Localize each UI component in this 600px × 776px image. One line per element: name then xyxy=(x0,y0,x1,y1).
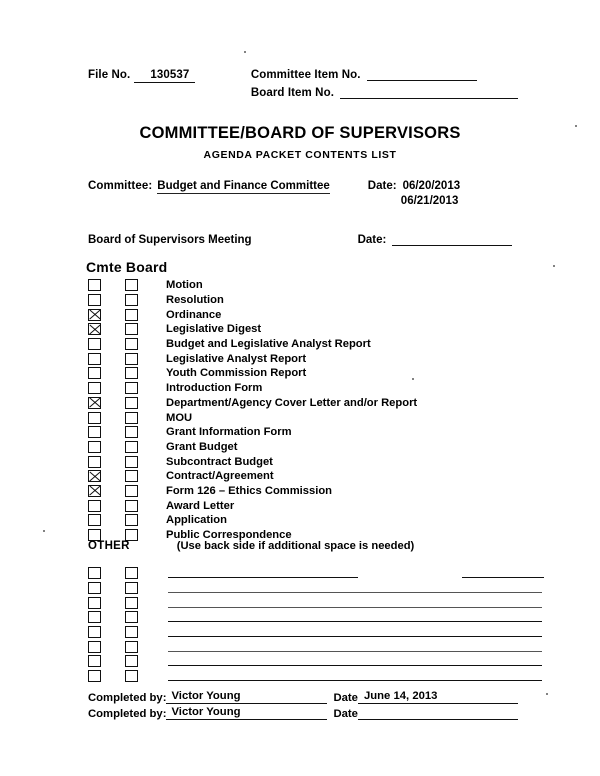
checklist-item-label: Contract/Agreement xyxy=(166,470,274,483)
checkbox-cmte[interactable] xyxy=(88,279,101,291)
checklist-row xyxy=(88,513,528,528)
checklist-item-label: Legislative Analyst Report xyxy=(166,352,307,365)
checkbox-cmte[interactable] xyxy=(88,470,101,482)
checkbox-board[interactable] xyxy=(125,500,138,512)
checkbox-board[interactable] xyxy=(125,338,138,350)
checkbox-board[interactable] xyxy=(125,441,138,453)
other-rule-segment xyxy=(168,583,542,593)
committee-item-no-field xyxy=(251,68,518,81)
other-write-in-field[interactable] xyxy=(166,654,542,669)
checkbox-cmte[interactable] xyxy=(88,514,101,526)
checklist-item-label: Subcontract Budget xyxy=(166,455,273,468)
checkbox-cmte[interactable] xyxy=(88,397,101,409)
checkbox-board[interactable] xyxy=(125,626,138,638)
checklist-item-label: Application xyxy=(166,514,227,527)
committee-dates xyxy=(368,179,460,209)
other-write-in-field[interactable] xyxy=(166,639,542,654)
checkbox-cmte[interactable] xyxy=(88,641,101,653)
checkbox-board[interactable] xyxy=(125,426,138,438)
scan-speckle xyxy=(575,125,577,127)
other-write-in-field[interactable] xyxy=(166,566,544,581)
completed-date-value-1[interactable]: June 14, 2013 xyxy=(358,690,518,704)
board-meeting-date-value[interactable] xyxy=(392,233,512,246)
completed-by-label-2: Completed by: xyxy=(88,708,167,720)
checklist-item-label: Youth Commission Report xyxy=(166,367,307,380)
other-rule-segment xyxy=(168,642,542,652)
checklist-row xyxy=(88,322,528,337)
other-write-in-field[interactable] xyxy=(166,581,542,596)
checklist-row xyxy=(88,454,528,469)
checklist-row xyxy=(88,337,528,352)
other-rule-segment xyxy=(168,671,542,681)
checkbox-board[interactable] xyxy=(125,485,138,497)
completed-date-label-1: Date xyxy=(333,692,358,704)
checklist-row xyxy=(88,396,528,411)
checkbox-cmte[interactable] xyxy=(88,382,101,394)
completed-by-label-1: Completed by: xyxy=(88,692,167,704)
checklist-item-label: Department/Agency Cover Letter and/or Report xyxy=(166,396,418,409)
file-no-value[interactable]: 130537 xyxy=(134,69,195,83)
checkbox-board[interactable] xyxy=(125,323,138,335)
checkbox-cmte[interactable] xyxy=(88,353,101,365)
other-row xyxy=(88,669,518,684)
other-blank-rows xyxy=(88,566,518,684)
checklist-row xyxy=(88,425,528,440)
checklist-item-label: Award Letter xyxy=(166,499,235,512)
committee-item-no-value[interactable] xyxy=(367,68,477,81)
scan-speckle xyxy=(553,265,555,267)
checkbox-cmte[interactable] xyxy=(88,670,101,682)
checklist-item-label: MOU xyxy=(166,411,193,424)
committee-date-2: 06/21/2013 xyxy=(400,195,459,207)
checkbox-board[interactable] xyxy=(125,367,138,379)
checklist-row xyxy=(88,469,528,484)
checkbox-board[interactable] xyxy=(125,611,138,623)
checkbox-cmte[interactable] xyxy=(88,626,101,638)
checkbox-board[interactable] xyxy=(125,597,138,609)
board-item-no-value[interactable] xyxy=(340,86,518,99)
checkbox-board[interactable] xyxy=(125,309,138,321)
other-label: OTHER xyxy=(88,540,130,552)
checkbox-cmte[interactable] xyxy=(88,441,101,453)
checklist-item-label: Introduction Form xyxy=(166,382,263,395)
checklist-row xyxy=(88,381,528,396)
other-row xyxy=(88,610,518,625)
checkbox-board[interactable] xyxy=(125,582,138,594)
checklist-item-label: Grant Budget xyxy=(166,440,238,453)
completed-by-name-2[interactable]: Victor Young xyxy=(166,706,327,720)
committee-field xyxy=(88,179,518,209)
checklist-row xyxy=(88,366,528,381)
checkbox-cmte[interactable] xyxy=(88,456,101,468)
checkbox-cmte[interactable] xyxy=(88,611,101,623)
checkbox-board[interactable] xyxy=(125,641,138,653)
checklist-columns-heading: Cmte Board xyxy=(86,259,168,275)
checkbox-board[interactable] xyxy=(125,397,138,409)
checklist-item-label: Budget and Legislative Analyst Report xyxy=(166,338,371,351)
footer-completed-by xyxy=(88,690,518,722)
scan-speckle xyxy=(43,530,45,532)
checkbox-cmte[interactable] xyxy=(88,597,101,609)
checkbox-cmte[interactable] xyxy=(88,294,101,306)
other-row xyxy=(88,639,518,654)
board-meeting-label: Board of Supervisors Meeting xyxy=(88,234,252,246)
checkbox-cmte[interactable] xyxy=(88,309,101,321)
checkbox-board[interactable] xyxy=(125,514,138,526)
board-item-no-label: Board Item No. xyxy=(250,87,334,99)
page-subtitle: AGENDA PACKET CONTENTS LIST xyxy=(203,149,397,161)
header-fields xyxy=(88,68,518,104)
other-write-in-field[interactable] xyxy=(166,595,542,610)
checkbox-board[interactable] xyxy=(125,382,138,394)
board-item-no-field xyxy=(251,86,518,99)
other-rule-segment xyxy=(168,612,542,622)
checkbox-cmte[interactable] xyxy=(88,582,101,594)
other-row xyxy=(88,625,518,640)
checklist-item-label: Legislative Digest xyxy=(166,323,262,336)
committee-date-1: 06/20/2013 xyxy=(402,180,461,192)
checkbox-cmte[interactable] xyxy=(88,412,101,424)
checklist-row xyxy=(88,307,528,322)
other-write-in-field[interactable] xyxy=(166,669,542,684)
other-row xyxy=(88,566,518,581)
checkbox-board[interactable] xyxy=(125,470,138,482)
board-meeting-date-label: Date: xyxy=(357,234,387,246)
board-meeting-field xyxy=(88,233,518,246)
checkbox-cmte[interactable] xyxy=(88,655,101,667)
checkbox-cmte[interactable] xyxy=(88,338,101,350)
other-rule-segment xyxy=(168,627,542,637)
checklist-item-label: Motion xyxy=(166,279,203,292)
checklist-row xyxy=(88,293,528,308)
scan-speckle xyxy=(244,51,246,53)
other-rule-segment xyxy=(462,568,544,578)
other-write-in-field[interactable] xyxy=(166,610,542,625)
checklist-item-label: Grant Information Form xyxy=(166,426,292,439)
checklist-row xyxy=(88,351,528,366)
scan-speckle xyxy=(412,378,414,380)
completed-by-name-1[interactable]: Victor Young xyxy=(166,690,327,704)
checkbox-cmte[interactable] xyxy=(88,426,101,438)
page-title: COMMITTEE/BOARD OF SUPERVISORS xyxy=(139,124,461,142)
checkbox-board[interactable] xyxy=(125,670,138,682)
checkbox-board[interactable] xyxy=(125,412,138,424)
checklist-row xyxy=(88,410,528,425)
scan-speckle xyxy=(546,693,548,695)
checkbox-cmte[interactable] xyxy=(88,323,101,335)
other-row xyxy=(88,581,518,596)
completed-by-row-2 xyxy=(88,706,518,720)
committee-label: Committee: xyxy=(88,180,153,192)
committee-item-no-label: Committee Item No. xyxy=(250,69,361,81)
checkbox-board[interactable] xyxy=(125,294,138,306)
checklist-item-label: Public Correspondence xyxy=(166,529,292,542)
checklist-item-label: Resolution xyxy=(166,294,224,307)
other-write-in-field[interactable] xyxy=(166,625,542,640)
other-rule-segment xyxy=(168,598,542,608)
checklist-row xyxy=(88,484,528,499)
other-row xyxy=(88,654,518,669)
checkbox-cmte[interactable] xyxy=(88,485,101,497)
other-row xyxy=(88,595,518,610)
checkbox-board[interactable] xyxy=(125,567,138,579)
completed-by-row-1 xyxy=(88,690,518,704)
agenda-contents-checklist xyxy=(88,278,528,542)
checkbox-board[interactable] xyxy=(125,655,138,667)
file-no-label: File No. xyxy=(88,69,131,81)
checkbox-board[interactable] xyxy=(125,279,138,291)
file-no-field xyxy=(88,69,247,83)
checklist-row xyxy=(88,278,528,293)
checkbox-board[interactable] xyxy=(125,456,138,468)
checklist-row xyxy=(88,440,528,455)
committee-date-label: Date: xyxy=(367,180,397,192)
other-note: (Use back side if additional space is needed) xyxy=(176,540,415,552)
checklist-row xyxy=(88,498,528,513)
completed-date-value-2[interactable] xyxy=(358,718,518,720)
other-section-header xyxy=(88,540,414,552)
checkbox-cmte[interactable] xyxy=(88,367,101,379)
checklist-item-label: Form 126 – Ethics Commission xyxy=(166,484,332,497)
other-rule-segment xyxy=(168,568,358,578)
checkbox-cmte[interactable] xyxy=(88,567,101,579)
checklist-item-label: Ordinance xyxy=(166,308,222,321)
checkbox-board[interactable] xyxy=(125,353,138,365)
committee-value[interactable]: Budget and Finance Committee xyxy=(157,180,330,192)
checkbox-cmte[interactable] xyxy=(88,500,101,512)
completed-date-label-2: Date xyxy=(333,708,358,720)
other-rule-segment xyxy=(168,656,542,666)
